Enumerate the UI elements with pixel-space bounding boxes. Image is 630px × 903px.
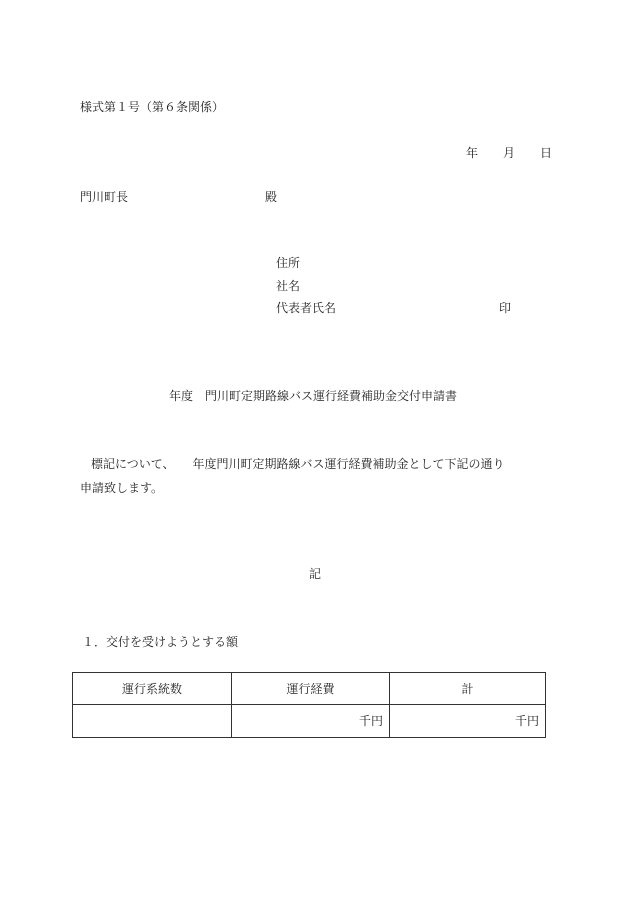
body-text-line-2: 申請致します。: [80, 481, 164, 495]
body-text-line-1: 標記について、 年度門川町定期路線バス運行経費補助金として下記の通り: [91, 457, 505, 471]
table-row: [73, 705, 546, 738]
date-month-label: 月: [503, 146, 516, 160]
honorific: 殿: [265, 190, 278, 204]
header-route-count: 運行系統数: [73, 673, 232, 705]
cell-route-count[interactable]: [73, 705, 232, 738]
applicant-company-label: 社名: [276, 279, 301, 293]
applicant-representative-label: 代表者氏名: [276, 301, 337, 315]
document-title: 年度 門川町定期路線バス運行経費補助金交付申請書: [169, 389, 458, 403]
header-operating-cost: 運行経費: [232, 673, 390, 705]
date-year-label: 年: [466, 146, 479, 160]
section-1-heading: １．交付を受けようとする額: [82, 635, 239, 649]
table-header-row: [73, 673, 546, 705]
seal-mark: 印: [499, 301, 512, 315]
ki-heading: 記: [309, 567, 322, 581]
form-number: 様式第１号（第６条関係）: [80, 100, 225, 114]
date-day-label: 日: [540, 146, 553, 160]
header-total: 計: [390, 673, 546, 705]
cell-operating-cost[interactable]: 千円: [232, 705, 390, 738]
addressee: 門川町長: [80, 190, 129, 204]
applicant-address-label: 住所: [276, 256, 301, 270]
amount-table: [72, 672, 546, 738]
cell-total[interactable]: 千円: [390, 705, 546, 738]
